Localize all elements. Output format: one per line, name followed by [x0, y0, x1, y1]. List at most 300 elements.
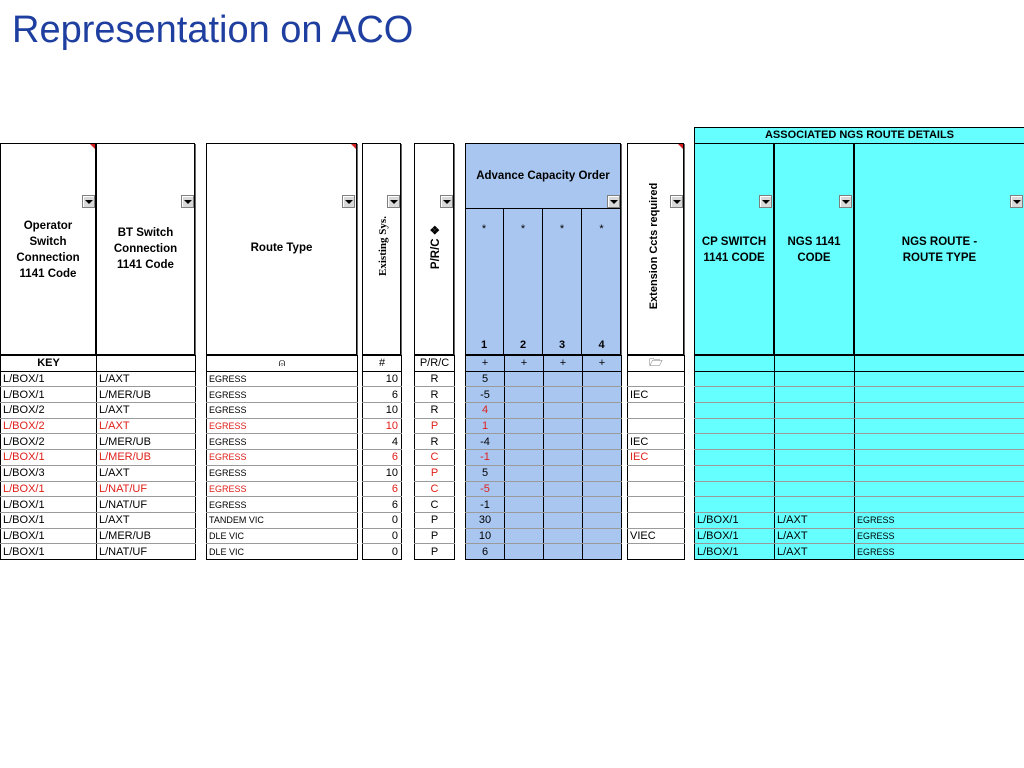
- table-row: [1, 481, 196, 497]
- table-row: [628, 544, 685, 560]
- cell-ext[interactable]: IEC: [628, 387, 685, 403]
- table-row: [363, 418, 402, 434]
- table-row: [363, 497, 402, 513]
- cell-cp[interactable]: [695, 371, 775, 387]
- table-row: [695, 434, 1024, 450]
- table-row: [1, 371, 196, 387]
- comment-marker: [90, 144, 95, 149]
- cell-aco-empty[interactable]: [583, 371, 622, 387]
- cell-sys[interactable]: 4: [363, 434, 402, 450]
- cell-aco-empty[interactable]: [505, 450, 544, 466]
- header-operator-label: Operator Switch Connection 1141 Code: [16, 220, 80, 280]
- cell-ext[interactable]: [628, 512, 685, 528]
- table-row: [415, 371, 455, 387]
- key-cell[interactable]: [695, 356, 775, 372]
- cell-nroute[interactable]: EGRESS: [855, 528, 1024, 544]
- cell-a1[interactable]: 5: [466, 371, 505, 387]
- cell-nroute[interactable]: [855, 371, 1024, 387]
- cell-cp[interactable]: [695, 497, 775, 513]
- header-extension: [627, 143, 684, 355]
- aco-sub-4: [582, 209, 621, 355]
- table-row: [628, 528, 685, 544]
- cell-nroute[interactable]: EGRESS: [855, 544, 1024, 560]
- cell-route[interactable]: DLE VIC: [207, 528, 358, 544]
- cell-cp[interactable]: [695, 450, 775, 466]
- aco-sub-1: [465, 209, 504, 355]
- table-row: [466, 497, 622, 513]
- cell-prc[interactable]: R: [415, 371, 455, 387]
- header-extension-label: Extension Ccts required: [648, 182, 660, 310]
- cell-op[interactable]: L/BOX/2: [1, 418, 97, 434]
- cell-bt[interactable]: L/NAT/UF: [97, 497, 196, 513]
- table-row: [363, 434, 402, 450]
- table-row: [628, 403, 685, 419]
- cell-ngs[interactable]: [775, 418, 855, 434]
- table-row: [363, 403, 402, 419]
- cell-route[interactable]: EGRESS: [207, 434, 358, 450]
- table-row: [207, 544, 358, 560]
- table-row: [1, 450, 196, 466]
- cell-aco-empty[interactable]: [583, 403, 622, 419]
- table-row: [466, 371, 622, 387]
- cell-nroute[interactable]: [855, 387, 1024, 403]
- cell-sys[interactable]: 10: [363, 465, 402, 481]
- header-ngs-code: [774, 143, 854, 355]
- cell-ext[interactable]: [628, 465, 685, 481]
- header-route-type: [206, 143, 357, 355]
- cell-nroute[interactable]: [855, 465, 1024, 481]
- table-row: [415, 512, 455, 528]
- header-ngs-label: NGS 1141 CODE: [787, 236, 841, 264]
- filter-dropdown-existing[interactable]: [387, 195, 400, 208]
- key-cell[interactable]: +: [544, 356, 583, 372]
- cell-a1[interactable]: 10: [466, 528, 505, 544]
- cell-aco-empty[interactable]: [583, 434, 622, 450]
- cell-cp[interactable]: [695, 418, 775, 434]
- key-cell[interactable]: P/R/C: [415, 356, 455, 372]
- cell-sys[interactable]: 6: [363, 497, 402, 513]
- cell-aco-empty[interactable]: [505, 387, 544, 403]
- header-ngs-route-label: NGS ROUTE - ROUTE TYPE: [901, 236, 978, 264]
- cell-aco-empty[interactable]: [544, 544, 583, 560]
- cell-a1[interactable]: -5: [466, 481, 505, 497]
- cell-route[interactable]: EGRESS: [207, 450, 358, 466]
- table-row: [207, 528, 358, 544]
- table-row: [363, 450, 402, 466]
- filter-dropdown-route[interactable]: [342, 195, 355, 208]
- cell-op[interactable]: L/BOX/1: [1, 512, 97, 528]
- assoc-title-bar: [694, 127, 1024, 144]
- aco-subheader: [465, 208, 621, 355]
- table-row: [415, 450, 455, 466]
- cell-cp[interactable]: [695, 434, 775, 450]
- cell-op[interactable]: L/BOX/2: [1, 403, 97, 419]
- table-existing: [362, 355, 402, 560]
- table-prc: [414, 355, 455, 560]
- cell-route[interactable]: EGRESS: [207, 497, 358, 513]
- cell-aco-empty[interactable]: [544, 371, 583, 387]
- aco-star-1: *: [481, 223, 487, 235]
- table-row: [628, 418, 685, 434]
- cell-sys[interactable]: 10: [363, 371, 402, 387]
- key-row: [1, 356, 196, 372]
- cell-nroute[interactable]: EGRESS: [855, 512, 1024, 528]
- table-row: [207, 481, 358, 497]
- cell-ext[interactable]: IEC: [628, 450, 685, 466]
- cell-a1[interactable]: 1: [466, 418, 505, 434]
- comment-marker: [678, 144, 683, 149]
- cell-ext[interactable]: [628, 403, 685, 419]
- cell-cp[interactable]: [695, 465, 775, 481]
- table-row: [695, 497, 1024, 513]
- table-row: [1, 434, 196, 450]
- cell-a1[interactable]: -5: [466, 387, 505, 403]
- table-row: [466, 528, 622, 544]
- cell-aco-empty[interactable]: [544, 434, 583, 450]
- filter-dropdown-operator[interactable]: [82, 195, 95, 208]
- header-operator-switch: [0, 143, 96, 355]
- table-row: [207, 512, 358, 528]
- table-row: [466, 387, 622, 403]
- cell-route[interactable]: EGRESS: [207, 465, 358, 481]
- cell-aco-empty[interactable]: [583, 544, 622, 560]
- cell-sys[interactable]: 0: [363, 528, 402, 544]
- cell-prc[interactable]: C: [415, 497, 455, 513]
- cell-sys[interactable]: 10: [363, 403, 402, 419]
- cell-a1[interactable]: 30: [466, 512, 505, 528]
- cell-ngs[interactable]: [775, 434, 855, 450]
- cell-prc[interactable]: C: [415, 450, 455, 466]
- cell-aco-empty[interactable]: [544, 481, 583, 497]
- cell-prc[interactable]: P: [415, 512, 455, 528]
- cell-nroute[interactable]: [855, 434, 1024, 450]
- cell-aco-empty[interactable]: [544, 418, 583, 434]
- cell-sys[interactable]: 6: [363, 387, 402, 403]
- cell-route[interactable]: EGRESS: [207, 403, 358, 419]
- table-ngs: [694, 355, 1024, 560]
- cell-aco-empty[interactable]: [544, 512, 583, 528]
- cell-bt[interactable]: L/NAT/UF: [97, 544, 196, 560]
- key-row: [363, 356, 402, 372]
- table-row: [415, 403, 455, 419]
- cell-prc[interactable]: R: [415, 387, 455, 403]
- cell-op[interactable]: L/BOX/1: [1, 528, 97, 544]
- aco-star-4: *: [599, 223, 604, 235]
- filter-dropdown-ngs[interactable]: [839, 195, 852, 208]
- table-row: [207, 387, 358, 403]
- table-row: [207, 418, 358, 434]
- table-row: [415, 528, 455, 544]
- table-row: [415, 434, 455, 450]
- table-row: [466, 544, 622, 560]
- cell-route[interactable]: DLE VIC: [207, 544, 358, 560]
- cell-route[interactable]: EGRESS: [207, 371, 358, 387]
- cell-bt[interactable]: L/AXT: [97, 465, 196, 481]
- cell-ngs[interactable]: [775, 465, 855, 481]
- cell-cp[interactable]: [695, 403, 775, 419]
- cell-aco-empty[interactable]: [505, 465, 544, 481]
- cell-route[interactable]: EGRESS: [207, 418, 358, 434]
- key-cell[interactable]: +: [466, 356, 505, 372]
- cell-aco-empty[interactable]: [583, 387, 622, 403]
- aco-star-3: *: [559, 223, 565, 235]
- table-row: [207, 434, 358, 450]
- cell-ngs[interactable]: [775, 481, 855, 497]
- table-row: [628, 497, 685, 513]
- cell-sys[interactable]: 6: [363, 450, 402, 466]
- table-row: [695, 418, 1024, 434]
- cell-ngs[interactable]: [775, 403, 855, 419]
- table-row: [695, 481, 1024, 497]
- cell-route[interactable]: TANDEM VIC: [207, 512, 358, 528]
- cell-nroute[interactable]: [855, 450, 1024, 466]
- header-cp-label: CP SWITCH 1141 CODE: [701, 236, 767, 264]
- cell-op[interactable]: L/BOX/1: [1, 387, 97, 403]
- table-row: [466, 512, 622, 528]
- aco-num-2: 2: [519, 339, 527, 351]
- cell-aco-empty[interactable]: [583, 528, 622, 544]
- table-row: [695, 450, 1024, 466]
- cell-cp[interactable]: [695, 387, 775, 403]
- table-row: [695, 387, 1024, 403]
- cell-ngs[interactable]: L/AXT: [775, 528, 855, 544]
- cell-nroute[interactable]: [855, 481, 1024, 497]
- table-row: [1, 497, 196, 513]
- cell-a1[interactable]: -1: [466, 450, 505, 466]
- filter-dropdown-prc[interactable]: [440, 195, 453, 208]
- aco-num-3: 3: [558, 339, 566, 351]
- table-row: [1, 465, 196, 481]
- cell-ngs[interactable]: [775, 371, 855, 387]
- table-row: [207, 465, 358, 481]
- cell-bt[interactable]: L/MER/UB: [97, 528, 196, 544]
- header-cp-switch: [694, 143, 774, 355]
- key-cell[interactable]: [855, 356, 1024, 372]
- cell-aco-empty[interactable]: [505, 481, 544, 497]
- cell-sys[interactable]: 0: [363, 512, 402, 528]
- cell-ext[interactable]: [628, 418, 685, 434]
- key-cell[interactable]: ⍝: [207, 356, 358, 372]
- header-route-label: Route Type: [250, 242, 313, 254]
- table-row: [628, 371, 685, 387]
- cell-aco-empty[interactable]: [544, 497, 583, 513]
- cell-cp[interactable]: L/BOX/1: [695, 512, 775, 528]
- cell-aco-empty[interactable]: [583, 418, 622, 434]
- cell-aco-empty[interactable]: [544, 403, 583, 419]
- table-row: [207, 371, 358, 387]
- table-row: [466, 418, 622, 434]
- key-cell[interactable]: +: [505, 356, 544, 372]
- table-row: [695, 512, 1024, 528]
- table-row: [628, 387, 685, 403]
- table-aco: [465, 355, 622, 560]
- cell-aco-empty[interactable]: [505, 418, 544, 434]
- cell-route[interactable]: EGRESS: [207, 481, 358, 497]
- filter-dropdown-extension[interactable]: [670, 195, 683, 208]
- table-row: [363, 528, 402, 544]
- cell-cp[interactable]: L/BOX/1: [695, 528, 775, 544]
- cell-aco-empty[interactable]: [505, 528, 544, 544]
- key-row: [695, 356, 1024, 372]
- table-row: [1, 403, 196, 419]
- cell-sys[interactable]: 0: [363, 544, 402, 560]
- cell-prc[interactable]: R: [415, 434, 455, 450]
- table-row: [363, 544, 402, 560]
- table-route: [206, 355, 358, 560]
- cell-aco-empty[interactable]: [544, 465, 583, 481]
- key-cell[interactable]: #: [363, 356, 402, 372]
- cell-ext[interactable]: [628, 544, 685, 560]
- table-row: [207, 403, 358, 419]
- cell-ngs[interactable]: L/AXT: [775, 544, 855, 560]
- cell-sys[interactable]: 10: [363, 418, 402, 434]
- cell-bt[interactable]: L/MER/UB: [97, 387, 196, 403]
- table-row: [1, 418, 196, 434]
- cell-prc[interactable]: P: [415, 528, 455, 544]
- key-row: [466, 356, 622, 372]
- table-operator-bt: [0, 355, 196, 560]
- aco-sub-3: [543, 209, 582, 355]
- table-row: [207, 450, 358, 466]
- cell-aco-empty[interactable]: [505, 371, 544, 387]
- cell-aco-empty[interactable]: [544, 450, 583, 466]
- table-row: [695, 403, 1024, 419]
- cell-bt[interactable]: L/NAT/UF: [97, 481, 196, 497]
- table-row: [1, 544, 196, 560]
- key-cell[interactable]: 🗁: [628, 356, 685, 372]
- cell-aco-empty[interactable]: [583, 497, 622, 513]
- cell-aco-empty[interactable]: [505, 403, 544, 419]
- cell-bt[interactable]: L/MER/UB: [97, 450, 196, 466]
- table-row: [628, 434, 685, 450]
- cell-a1[interactable]: 5: [466, 465, 505, 481]
- cell-ngs[interactable]: [775, 450, 855, 466]
- cell-op[interactable]: L/BOX/3: [1, 465, 97, 481]
- table-row: [628, 481, 685, 497]
- key-cell[interactable]: +: [583, 356, 622, 372]
- page-title: Representation on ACO: [12, 9, 414, 51]
- key-cell[interactable]: [97, 356, 196, 372]
- cell-ext[interactable]: [628, 497, 685, 513]
- cell-aco-empty[interactable]: [544, 528, 583, 544]
- key-cell[interactable]: KEY: [1, 356, 97, 372]
- cell-route[interactable]: EGRESS: [207, 387, 358, 403]
- cell-aco-empty[interactable]: [583, 481, 622, 497]
- key-row: [415, 356, 455, 372]
- filter-dropdown-aco[interactable]: [607, 195, 620, 208]
- header-ngs-route: [854, 143, 1024, 355]
- cell-op[interactable]: L/BOX/1: [1, 371, 97, 387]
- cell-nroute[interactable]: [855, 418, 1024, 434]
- table-row: [363, 512, 402, 528]
- cell-aco-empty[interactable]: [505, 434, 544, 450]
- cell-ngs[interactable]: L/AXT: [775, 512, 855, 528]
- cell-bt[interactable]: L/MER/UB: [97, 434, 196, 450]
- cell-prc[interactable]: C: [415, 481, 455, 497]
- cell-sys[interactable]: 6: [363, 481, 402, 497]
- cell-a1[interactable]: -4: [466, 434, 505, 450]
- key-cell[interactable]: [775, 356, 855, 372]
- cell-prc[interactable]: P: [415, 544, 455, 560]
- table-row: [466, 481, 622, 497]
- cell-ext[interactable]: [628, 371, 685, 387]
- aco-num-4: 4: [598, 339, 605, 351]
- cell-prc[interactable]: P: [415, 418, 455, 434]
- table-row: [415, 497, 455, 513]
- table-row: [628, 465, 685, 481]
- table-row: [1, 528, 196, 544]
- table-row: [1, 512, 196, 528]
- aco-num-1: 1: [480, 339, 488, 351]
- cell-bt[interactable]: L/AXT: [97, 371, 196, 387]
- cell-bt[interactable]: L/AXT: [97, 418, 196, 434]
- cell-op[interactable]: L/BOX/1: [1, 481, 97, 497]
- cell-a1[interactable]: 4: [466, 403, 505, 419]
- cell-aco-empty[interactable]: [583, 465, 622, 481]
- cell-prc[interactable]: R: [415, 403, 455, 419]
- table-row: [466, 465, 622, 481]
- table-row: [695, 528, 1024, 544]
- cell-nroute[interactable]: [855, 497, 1024, 513]
- header-prc-label: P/R/C ❖: [430, 224, 442, 270]
- cell-aco-empty[interactable]: [583, 512, 622, 528]
- header-bt-label: BT Switch Connection 1141 Code: [113, 227, 178, 271]
- cell-ngs[interactable]: [775, 387, 855, 403]
- cell-prc[interactable]: P: [415, 465, 455, 481]
- key-row: [207, 356, 358, 372]
- header-prc: [414, 143, 454, 355]
- cell-cp[interactable]: [695, 481, 775, 497]
- table-row: [466, 450, 622, 466]
- cell-aco-empty[interactable]: [583, 450, 622, 466]
- table-extension: [627, 355, 685, 560]
- cell-aco-empty[interactable]: [505, 497, 544, 513]
- cell-cp[interactable]: L/BOX/1: [695, 544, 775, 560]
- table-row: [415, 465, 455, 481]
- cell-op[interactable]: L/BOX/1: [1, 450, 97, 466]
- filter-dropdown-bt[interactable]: [181, 195, 194, 208]
- filter-dropdown-cp[interactable]: [759, 195, 772, 208]
- cell-ngs[interactable]: [775, 497, 855, 513]
- cell-nroute[interactable]: [855, 403, 1024, 419]
- cell-aco-empty[interactable]: [505, 512, 544, 528]
- table-row: [363, 481, 402, 497]
- filter-dropdown-ngs-route[interactable]: [1010, 195, 1023, 208]
- table-row: [628, 450, 685, 466]
- table-row: [415, 387, 455, 403]
- cell-bt[interactable]: L/AXT: [97, 512, 196, 528]
- table-row: [415, 481, 455, 497]
- table-row: [415, 418, 455, 434]
- table-row: [415, 544, 455, 560]
- cell-aco-empty[interactable]: [544, 387, 583, 403]
- header-bt-switch: [96, 143, 195, 355]
- cell-op[interactable]: L/BOX/1: [1, 544, 97, 560]
- cell-op[interactable]: L/BOX/1: [1, 497, 97, 513]
- table-row: [695, 371, 1024, 387]
- cell-a1[interactable]: 6: [466, 544, 505, 560]
- table-row: [695, 465, 1024, 481]
- header-existing-label: Existing Sys.: [377, 216, 389, 276]
- cell-ext[interactable]: VIEC: [628, 528, 685, 544]
- cell-a1[interactable]: -1: [466, 497, 505, 513]
- header-existing-sys: [362, 143, 401, 355]
- cell-ext[interactable]: IEC: [628, 434, 685, 450]
- cell-bt[interactable]: L/AXT: [97, 403, 196, 419]
- cell-ext[interactable]: [628, 481, 685, 497]
- cell-aco-empty[interactable]: [505, 544, 544, 560]
- cell-op[interactable]: L/BOX/2: [1, 434, 97, 450]
